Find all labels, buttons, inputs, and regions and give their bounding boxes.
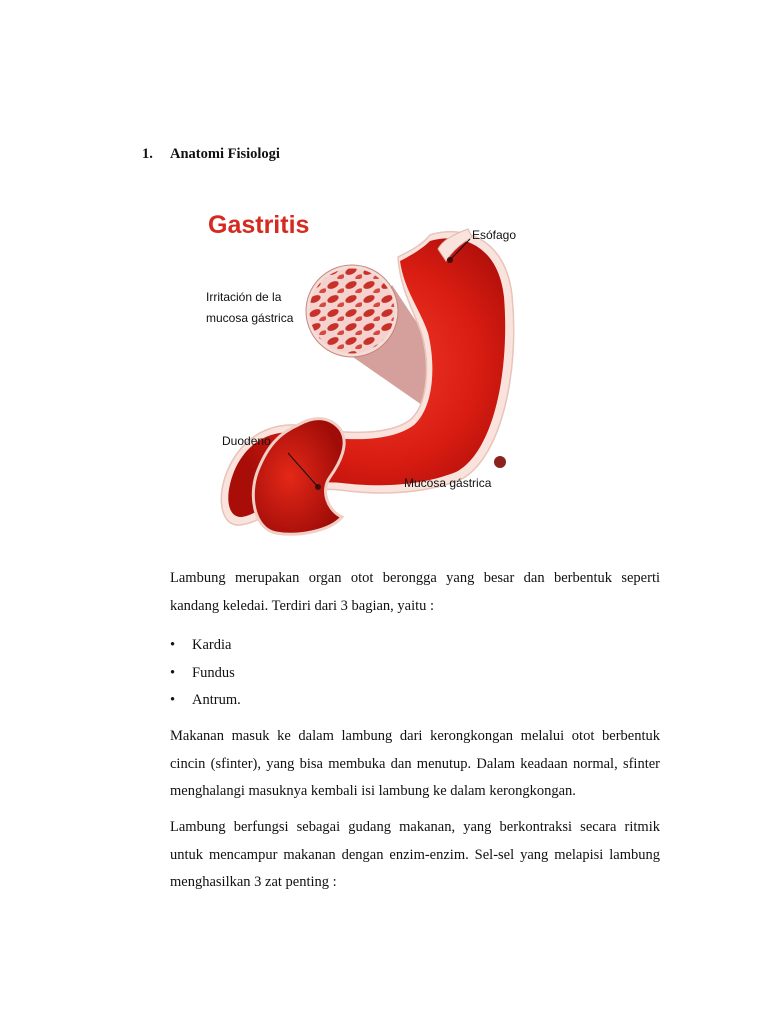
bullet-icon: • (170, 637, 176, 653)
paragraph-intro: Lambung merupakan organ otot berongga yang besar dan berbentuk seperti kandang keledai. Terdiri dari 3 bagian, yaitu : (170, 570, 660, 614)
section-heading (142, 146, 280, 163)
bullet-text: Antrum. (192, 692, 241, 708)
list-item (170, 687, 241, 715)
bullet-icon: • (170, 692, 176, 708)
bullet-icon: • (170, 664, 176, 681)
paragraph-function: Lambung berfungsi sebagai gudang makanan, yang berkontraksi secara ritmik untuk mencampur makanan dengan enzim-enzim. Sel-sel yang melapisi lambung menghasilkan 3 zat penting : (170, 819, 660, 890)
bullet-text: Kardia (192, 637, 232, 653)
list-item (170, 660, 241, 688)
figure-title: Gastritis (208, 211, 310, 239)
gastritis-illustration (200, 195, 520, 540)
section-number: 1. (142, 146, 153, 162)
label-duodeno: Duodeno (222, 434, 271, 448)
paragraph-sfinter: Makanan masuk ke dalam lambung dari kerongkongan melalui otot berbentuk cincin (sfinter), yang bisa membuka dan menutup. Dalam keadaan normal, sfinter menghalangi masuknya kembali isi lambung ke dalam kerongkongan. (170, 728, 660, 799)
label-irritation-2: mucosa gástrica (206, 311, 294, 325)
section-title: Anatomi Fisiologi (170, 146, 280, 162)
bullet-text: Fundus (192, 664, 235, 681)
bullet-list (170, 632, 241, 715)
list-item (170, 632, 241, 660)
label-esofago: Esófago (472, 228, 517, 242)
label-irritation-1: Irritación de la (206, 290, 282, 304)
label-mucosa: Mucosa gástrica (404, 476, 492, 490)
